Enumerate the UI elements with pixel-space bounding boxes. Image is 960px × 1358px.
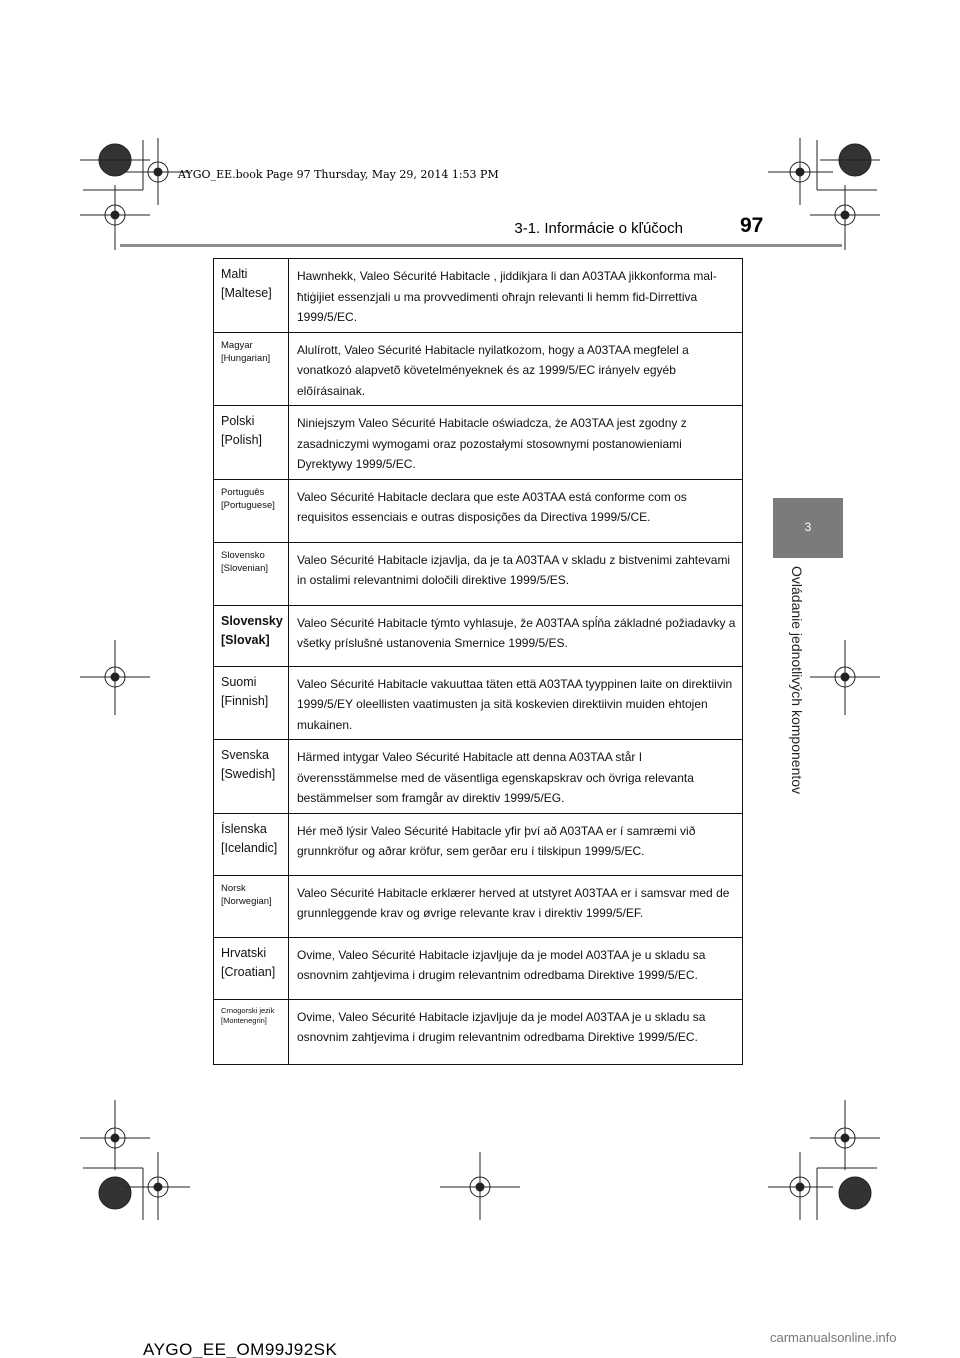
table-row — [214, 259, 743, 333]
language-cell — [214, 740, 289, 814]
language-native: Magyar — [221, 339, 253, 351]
declaration-text: Alulírott, Valeo Sécurité Habitacle nyilatkozom, hogy a A03TAA megfelel a vonatkozó alapvetõ követelményeknek és az 1999/5/EC irányelv egyéb elõírásainak. — [289, 332, 743, 406]
language-english: [Hungarian] — [221, 352, 271, 364]
declaration-text: Ovime, Valeo Sécurité Habitacle izjavljuje da je model A03TAA je u skladu sa osnovnim zahtjevima i drugim relevantnim odredbama Direktive 1999/5/EC. — [289, 937, 743, 999]
language-english: [Montenegrin] — [221, 1015, 267, 1025]
declaration-text: Härmed intygar Valeo Sécurité Habitacle att denna A03TAA står I överensstämmelse med de väsentliga egenskapskrav och övriga relevanta bestämmelser som framgår av direktiv 1999/5/EG. — [289, 740, 743, 814]
table-row — [214, 542, 743, 605]
table-row — [214, 937, 743, 999]
language-native: Polski — [221, 414, 255, 428]
footer-code: AYGO_EE_OM99J92SK — [143, 1340, 338, 1358]
language-cell — [214, 605, 289, 666]
book-stamp: AYGO_EE.book Page 97 Thursday, May 29, 2014 1:53 PM — [178, 168, 499, 181]
language-native: Malti — [221, 267, 248, 281]
declaration-text: Valeo Sécurité Habitacle declara que este A03TAA está conforme com os requisitos essenciais e outras disposições da Directiva 1999/5/CE. — [289, 479, 743, 542]
language-cell — [214, 999, 289, 1064]
language-native: Suomi — [221, 674, 257, 689]
table-row — [214, 999, 743, 1064]
language-english: [Polish] — [221, 433, 262, 447]
language-english: [Norwegian] — [221, 895, 272, 907]
declaration-text: Valeo Sécurité Habitacle izjavlja, da je ta A03TAA v skladu z bistvenimi zahtevami in ostalimi relevantnimi določili direktive 1999/5/ES. — [289, 542, 743, 605]
language-english: [Maltese] — [221, 286, 272, 300]
language-native: Slovensko — [221, 549, 265, 561]
declaration-text: Valeo Sécurité Habitacle vakuuttaa täten että A03TAA tyyppinen laite on direktiivin 1999/5/EY oleellisten vaatimusten ja sitä koskevien direktiivin muiden ehtojen mukainen. — [289, 666, 743, 740]
language-english: [Slovak] — [221, 632, 270, 647]
language-native: Crnogorski jezik — [221, 1005, 275, 1015]
language-cell — [214, 406, 289, 480]
table-row — [214, 666, 743, 740]
section-title: 3-1. Informácie o kľúčoch — [514, 220, 683, 237]
declaration-text: Valeo Sécurité Habitacle týmto vyhlasuje, že A03TAA spĺňa základné požiadavky a všetky príslušné ustanovenia Smernice 1999/5/ES. — [289, 605, 743, 666]
language-cell — [214, 813, 289, 875]
chapter-side-title: Ovládanie jednotlivých komponentov — [789, 566, 805, 795]
table-row — [214, 605, 743, 666]
language-cell — [214, 542, 289, 605]
table-row — [214, 332, 743, 406]
table-row — [214, 875, 743, 937]
declaration-table — [213, 258, 743, 1065]
table-row — [214, 406, 743, 480]
declaration-text: Niniejszym Valeo Sécurité Habitacle oświadcza, że A03TAA jest zgodny z zasadniczymi wymogami oraz pozostałymi stosownymi postanowieniami Dyrektywy 1999/5/EC. — [289, 406, 743, 480]
language-cell — [214, 875, 289, 937]
language-native: Norsk — [221, 882, 246, 894]
declaration-text: Hawnhekk, Valeo Sécurité Habitacle , jiddikjara li dan A03TAA jikkonforma mal-ħtiġijiet essenzjali u ma provvedimenti oħrajn relevanti li hemm fid-Dirrettiva 1999/5/EC. — [289, 259, 743, 333]
language-cell — [214, 937, 289, 999]
declaration-text: Valeo Sécurité Habitacle erklærer herved at utstyret A03TAA er i samsvar med de grunnleggende krav og øvrige relevante krav i direktiv 1999/5/EF. — [289, 875, 743, 937]
language-cell — [214, 259, 289, 333]
language-native: Svenska — [221, 748, 269, 762]
chapter-tab — [773, 498, 843, 558]
language-cell — [214, 332, 289, 406]
language-english: [Slovenian] — [221, 562, 269, 574]
chapter-number: 3 — [804, 520, 812, 534]
language-english: [Croatian] — [221, 964, 276, 979]
table-row — [214, 740, 743, 814]
watermark: carmanualsonline.info — [770, 1330, 897, 1345]
language-english: [Portuguese] — [221, 499, 275, 511]
language-native: Slovensky — [221, 613, 283, 628]
language-english: [Swedish] — [221, 767, 276, 781]
language-english: [Icelandic] — [221, 840, 278, 855]
language-english: [Finnish] — [221, 693, 269, 708]
page-number: 97 — [740, 214, 764, 237]
language-native: Português — [221, 486, 265, 498]
language-native: Hrvatski — [221, 945, 267, 960]
table-row — [214, 813, 743, 875]
language-cell — [214, 479, 289, 542]
language-cell — [214, 666, 289, 740]
header-rule — [120, 244, 842, 247]
language-native: Íslenska — [221, 821, 267, 836]
declaration-text: Ovime, Valeo Sécurité Habitacle izjavljuje da je model A03TAA je u skladu sa osnovnim zahtjevima i drugim relevantnim odredbama Direktive 1999/5/EC. — [289, 999, 743, 1064]
table-row — [214, 479, 743, 542]
declaration-text: Hér með lýsir Valeo Sécurité Habitacle yfir því að A03TAA er í samræmi við grunnkröfur og aðrar kröfur, sem gerðar eru í tilskipun 1999/5/EC. — [289, 813, 743, 875]
